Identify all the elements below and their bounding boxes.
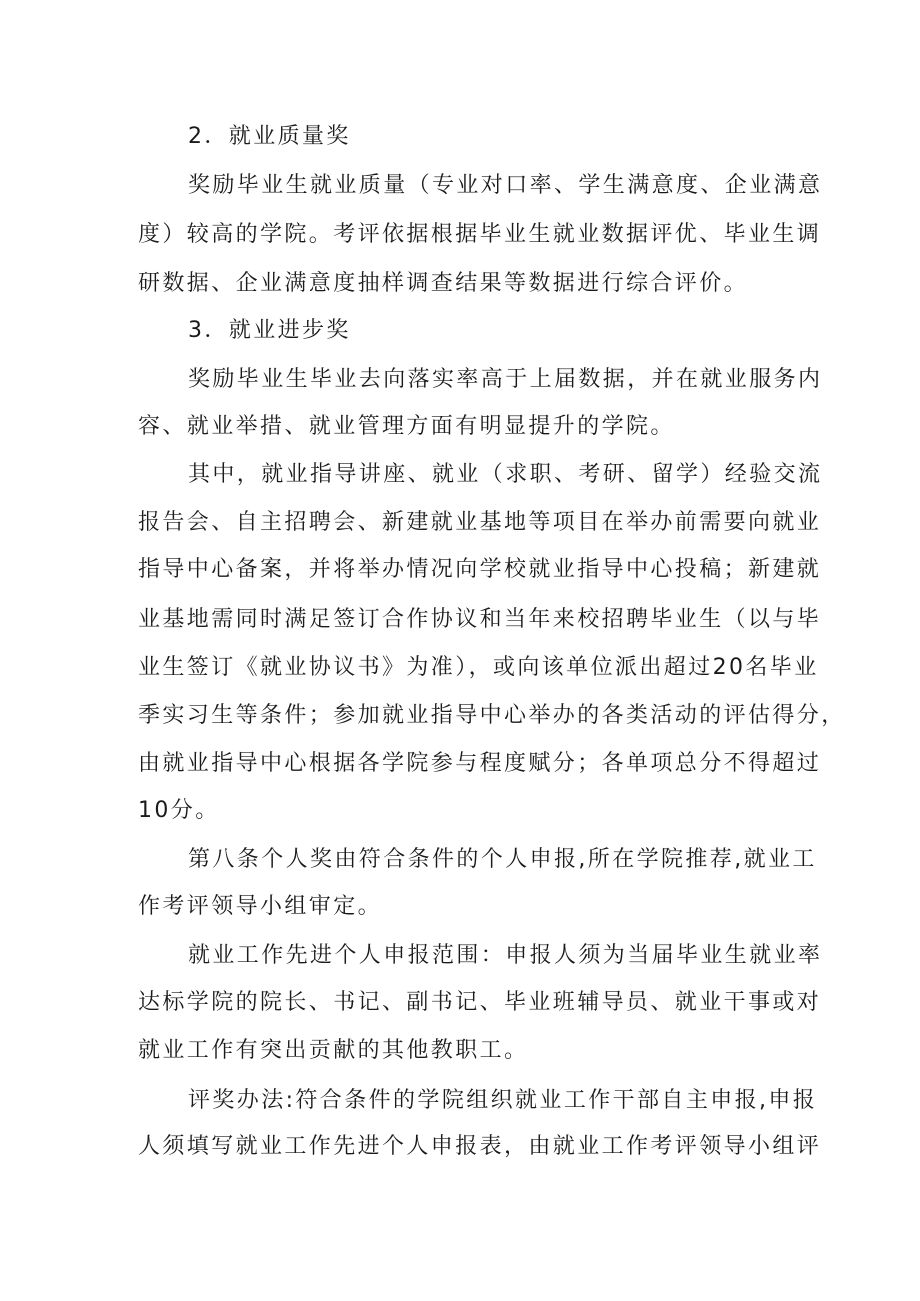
paragraph-line: 10分。 bbox=[138, 798, 220, 823]
paragraph-line: 容、就业举措、就业管理方面有明显提升的学院。 bbox=[138, 414, 675, 439]
section-heading-quality-award: 2．就业质量奖 bbox=[188, 124, 351, 149]
paragraph-line: 作考评领导小组审定。 bbox=[138, 894, 383, 919]
paragraph-line: 达标学院的院长、书记、副书记、毕业班辅导员、就业干事或对 bbox=[138, 990, 822, 1015]
paragraph-line: 度）较高的学院。考评依据根据毕业生就业数据评优、毕业生调 bbox=[138, 222, 822, 247]
paragraph-line: 指导中心备案，并将举办情况向学校就业指导中心投稿；新建就 bbox=[138, 557, 822, 582]
paragraph-line: 评奖办法:符合条件的学院组织就业工作干部自主申报,申报 bbox=[188, 1088, 818, 1113]
paragraph-line: 季实习生等条件；参加就业指导中心举办的各类活动的评估得分， bbox=[138, 703, 846, 728]
paragraph-line: 报告会、自主招聘会、新建就业基地等项目在举办前需要向就业 bbox=[138, 510, 822, 535]
paragraph-line: 就业工作有突出贡献的其他教职工。 bbox=[138, 1038, 529, 1063]
paragraph-line: 业基地需同时满足签订合作协议和当年来校招聘毕业生（以与毕 bbox=[138, 607, 822, 632]
paragraph-line: 奖励毕业生就业质量（专业对口率、学生满意度、企业满意 bbox=[188, 173, 823, 198]
paragraph-line: 奖励毕业生毕业去向落实率高于上届数据，并在就业服务内 bbox=[188, 367, 823, 392]
section-heading-progress-award: 3．就业进步奖 bbox=[188, 318, 351, 343]
paragraph-line: 人须填写就业工作先进个人申报表，由就业工作考评领导小组评 bbox=[138, 1134, 822, 1159]
paragraph-line: 由就业指导中心根据各学院参与程度赋分；各单项总分不得超过 bbox=[138, 751, 822, 776]
paragraph-line: 就业工作先进个人申报范围：申报人须为当届毕业生就业率 bbox=[188, 943, 823, 968]
paragraph-line: 其中，就业指导讲座、就业（求职、考研、留学）经验交流 bbox=[188, 462, 823, 487]
article-eight-line: 第八条个人奖由符合条件的个人申报,所在学院推荐,就业工 bbox=[188, 847, 817, 872]
paragraph-line: 业生签订《就业协议书》为准），或向该单位派出超过20名毕业 bbox=[138, 655, 819, 680]
paragraph-line: 研数据、企业满意度抽样调查结果等数据进行综合评价。 bbox=[138, 271, 749, 296]
